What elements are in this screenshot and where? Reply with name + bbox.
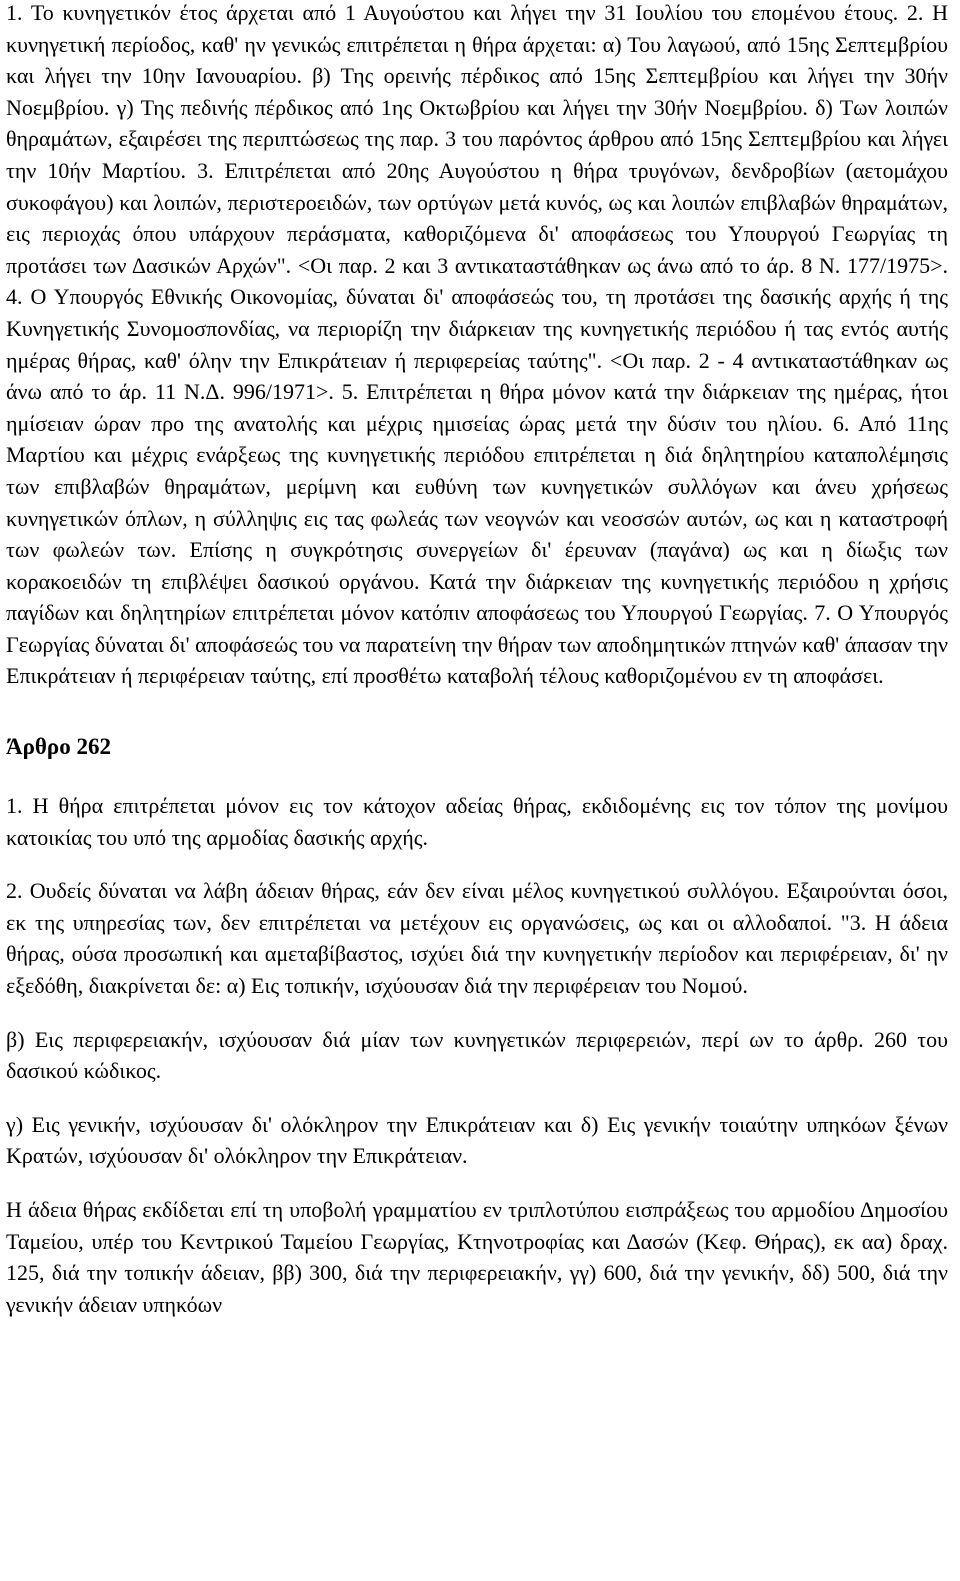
- article-paragraph-2: 2. Ουδείς δύναται να λάβη άδειαν θήρας, εάν δεν είναι μέλος κυνηγετικού συλλόγου. Εξαιρούνται όσοι, εκ της υπηρεσίας των, δεν επιτρέπεται να μετέχουν εις οργανώσεις, ως και οι αλλοδαποί. "3. Η άδεια θήρας, ούσα προσωπική και αμεταβίβαστος, ισχύει διά την κυνηγετικήν περίοδον και περιφέρειαν, δι' ην εξεδόθη, διακρίνεται δε: α) Εις τοπικήν, ισχύουσαν διά την περιφέρειαν του Νομού.: [6, 878, 948, 999]
- article-heading: Άρθρο 262: [6, 734, 111, 760]
- article-paragraph-5: Η άδεια θήρας εκδίδεται επί τη υποβολή γραμματίου εν τριπλοτύπου εισπράξεως του αρμοδίου Δημοσίου Ταμείου, υπέρ του Κεντρικού Ταμείου Γεωργίας, Κτηνοτροφίας και Δασών (Κεφ. Θήρας), εκ αα) δραχ. 125, διά την τοπικήν άδειαν, ββ) 300, διά την περιφερειακήν, γγ) 600, διά την γενικήν, δδ) 500, διά την γενικήν άδειαν υπηκόων: [6, 1197, 948, 1317]
- article-paragraph-3: β) Εις περιφερειακήν, ισχύουσαν διά μίαν των κυνηγετικών περιφερειών, περί ων το άρθρ. 260 του δασικού κώδικος.: [6, 1026, 948, 1084]
- article-paragraph-1: 1. Η θήρα επιτρέπεται μόνον εις τον κάτοχον αδείας θήρας, εκδιδομένης εις τον τόπον της μονίμου κατοικίας του υπό της αρμοδίας δασικής αρχής.: [6, 793, 948, 850]
- document-page: [6, 0, 948, 1320]
- article-paragraph-4: γ) Εις γενικήν, ισχύουσαν δι' ολόκληρον την Επικράτειαν και δ) Εις γενικήν τοιαύτην υπηκόων ξένων Κρατών, ισχύουσαν δι' ολόκληρον την Επικράτειαν.: [6, 1111, 948, 1169]
- intro-paragraph: 1. Το κυνηγετικόν έτος άρχεται από 1 Αυγούστου και λήγει την 31 Ιουλίου του επομένου έτους. 2. Η κυνηγετική περίοδος, καθ' ην γενικώς επιτρέπεται η θήρα άρχεται: α) Του λαγωού, από 15ης Σεπτεμβρίου και λήγει την 10ην Ιανουαρίου. β) Της ορεινής πέρδικος από 15ης Σεπτεμβρίου και λήγει την 30ήν Νοεμβρίου. γ) Της πεδινής πέρδικος από 1ης Οκτωβρίου και λήγει την 30ήν Νοεμβρίου. δ) Των λοιπών θηραμάτων, εξαιρέσει της περιπτώσεως της παρ. 3 του παρόντος άρθρου από 15ης Σεπτεμβρίου και λήγει την 10ήν Μαρτίου. 3. Επιτρέπεται από 20ης Αυγούστου η θήρα τρυγόνων, δενδροβίων (αετομάχου συκοφάγου) και λοιπών, περιστεροειδών, των ορτύγων μετά κυνός, ως και λοιπών επιβλαβών θηραμάτων, εις περιοχάς όπου υπάρχουν περάσματα, καθοριζόμενα δι' αποφάσεως του Υπουργού Γεωργίας τη προτάσει των Δασικών Αρχών". <Οι παρ. 2 και 3 αντικαταστάθηκαν ως άνω από το άρ. 8 Ν. 177/1975>. 4. Ο Υπουργός Εθνικής Οικονομίας, δύναται δι' αποφάσεώς του, τη προτάσει της δασικής αρχής ή της Κυνηγετικής Συνομοσπονδίας, να περιορίζη την διάρκειαν της κυνηγετικής περιόδου ή τας εντός αυτής ημέρας θήρας, καθ' όλην την Επικράτειαν ή περιφερείας ταύτης". <Οι παρ. 2 - 4 αντικαταστάθηκαν ως άνω από το άρ. 11 Ν.Δ. 996/1971>. 5. Επιτρέπεται η θήρα μόνον κατά την διάρκειαν της ημέρας, ήτοι ημίσειαν ώραν προ της ανατολής και μέχρις ημισείας ώρας μετά την δύσιν του ηλίου. 6. Από 11ης Μαρτίου και μέχρις ενάρξεως της κυνηγετικής περιόδου επιτρέπεται η διά δηλητηρίου καταπολέμησις των επιβλαβών θηραμάτων, μερίμνη και ευθύνη των κυνηγετικών συλλόγων και άνευ χρήσεως κυνηγετικών όπλων, η σύλληψις εις τας φωλεάς των νεογνών και νεοσσών αυτών, ως και η καταστροφή των φωλεών των. Επίσης η συγκρότησις συνεργείων δι' έρευναν (παγάνα) ως και η δίωξις των κορακοειδών τη επιβλέψει δασικού οργάνου. Κατά την διάρκειαν της κυνηγετικής περιόδου η χρήσις παγίδων και δηλητηρίων επιτρέπεται μόνον κατόπιν αποφάσεως του Υπουργού Γεωργίας. 7. Ο Υπουργός Γεωργίας δύναται δι' αποφάσεώς του να παρατείνη την θήραν των αποδημητικών πτηνών καθ' άπασαν την Επικράτειαν ή περιφέρειαν ταύτης, επί προσθέτω καταβολή τέλους καθοριζομένου εν τη αποφάσει.: [6, 0, 948, 689]
